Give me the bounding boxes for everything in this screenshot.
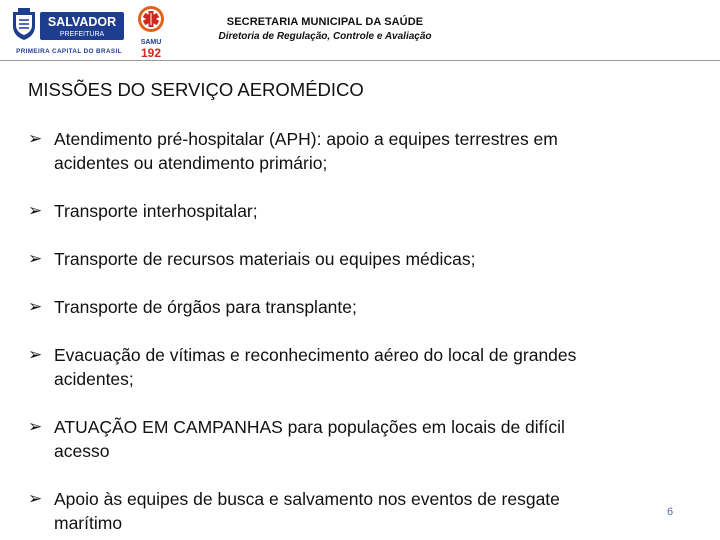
mission-bullet-item bbox=[28, 199, 678, 223]
arrowhead-bullet-icon: ➢ bbox=[28, 345, 43, 364]
arrowhead-bullet-icon: ➢ bbox=[28, 489, 43, 508]
city-crest-icon bbox=[13, 8, 35, 40]
mission-bullet-item bbox=[28, 343, 678, 391]
bullet-text-line1: Evacuação de vítimas e reconhecimento aéreo do local de grandes bbox=[54, 345, 577, 365]
mission-bullet-item bbox=[28, 247, 678, 271]
samu-192-logo bbox=[134, 4, 168, 60]
arrowhead-bullet-icon: ➢ bbox=[28, 201, 43, 220]
bullet-text-line2: acidentes ou atendimento primário; bbox=[54, 153, 328, 173]
bullet-text-line2: marítimo bbox=[54, 513, 123, 533]
samu-number-text: 192 bbox=[140, 46, 162, 60]
logo-prefeitura-text: PREFEITURA bbox=[59, 31, 105, 38]
mission-bullet-item bbox=[28, 415, 678, 463]
slide-title: MISSÕES DO SERVIÇO AEROMÉDICO bbox=[28, 79, 364, 100]
bullet-text-line1: Transporte interhospitalar; bbox=[54, 201, 258, 221]
logo-motto-text: PRIMEIRA CAPITAL DO BRASIL bbox=[16, 48, 122, 55]
bullet-text-line1: Atendimento pré-hospitalar (APH): apoio a equipes terrestres em bbox=[54, 129, 558, 149]
mission-bullet-item bbox=[28, 487, 678, 535]
salvador-prefeitura-logo bbox=[9, 6, 129, 56]
logo-city-text: SALVADOR bbox=[47, 15, 117, 29]
header-divider bbox=[0, 60, 720, 61]
star-of-life-icon bbox=[138, 6, 164, 32]
samu-label-text: SAMU bbox=[140, 39, 162, 46]
bullet-text-line1: Transporte de recursos materiais ou equipes médicas; bbox=[54, 249, 476, 269]
bullet-text-line2: acidentes; bbox=[54, 369, 134, 389]
bullet-text-line1: Apoio às equipes de busca e salvamento nos eventos de resgate bbox=[54, 489, 560, 509]
mission-bullet-item bbox=[28, 127, 678, 175]
bullet-text-line1: Transporte de órgãos para transplante; bbox=[54, 297, 357, 317]
header-title: SECRETARIA MUNICIPAL DA SAÚDE bbox=[226, 16, 424, 28]
arrowhead-bullet-icon: ➢ bbox=[28, 249, 43, 268]
bullet-text-line1: ATUAÇÃO EM CAMPANHAS para populações em locais de difícil bbox=[54, 417, 565, 437]
arrowhead-bullet-icon: ➢ bbox=[28, 297, 43, 316]
header-titles bbox=[175, 16, 475, 42]
arrowhead-bullet-icon: ➢ bbox=[28, 417, 43, 436]
page-number: 6 bbox=[667, 506, 674, 518]
bullet-text-line2: acesso bbox=[54, 441, 110, 461]
arrowhead-bullet-icon: ➢ bbox=[28, 129, 43, 148]
slide-header bbox=[0, 0, 720, 62]
missions-list bbox=[28, 127, 678, 535]
header-subtitle: Diretoria de Regulação, Controle e Avaliação bbox=[218, 31, 432, 42]
mission-bullet-item bbox=[28, 295, 678, 319]
